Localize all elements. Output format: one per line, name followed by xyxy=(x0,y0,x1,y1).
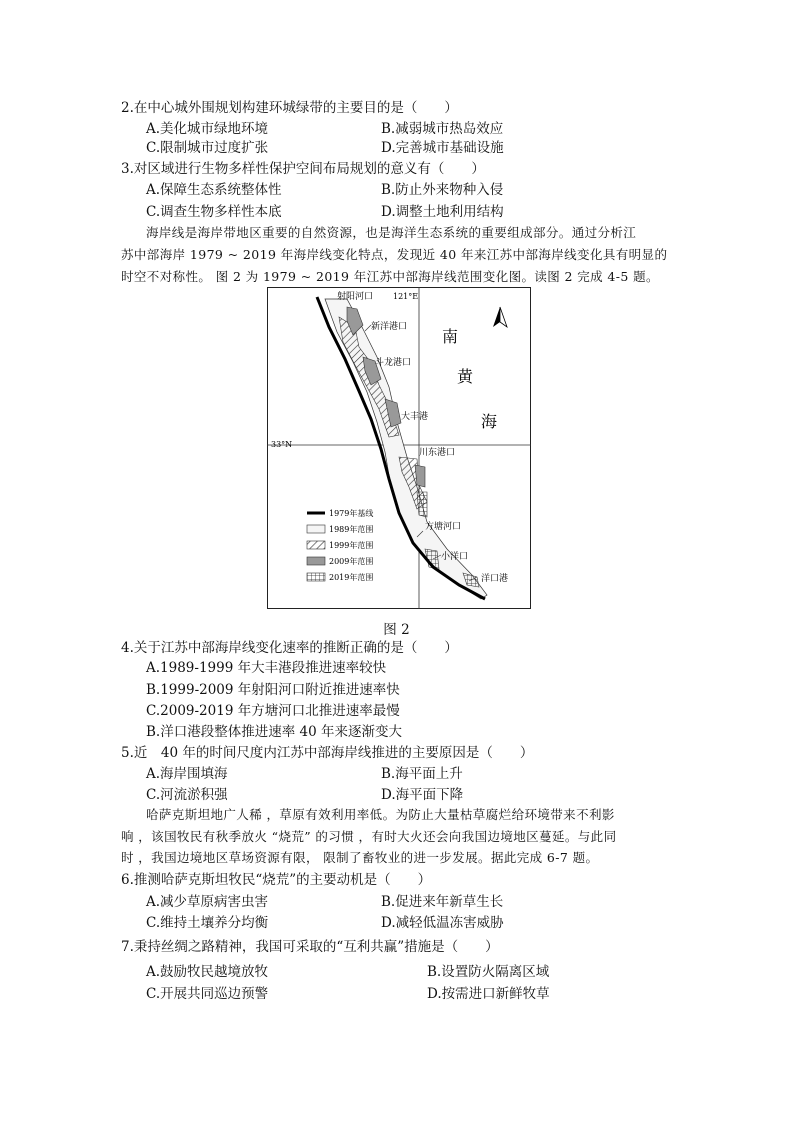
q4-option: B.洋口港段整体推进速率 40 年来逐渐变大 xyxy=(146,724,402,740)
place-label: 小洋口 xyxy=(441,552,469,562)
q2-option-a: A.美化城市绿地环境 xyxy=(146,121,269,137)
q4-option: B.1999-2009 年射阳河口附近推进速率快 xyxy=(146,682,400,698)
q7-stem: 7.秉持丝绸之路精神，我国可采取的“互利共赢”措施是（ ） xyxy=(121,939,499,955)
place-label: 洋口港 xyxy=(481,574,509,584)
q5-option-d: D.海平面下降 xyxy=(381,787,464,803)
q3-option-c: C.调查生物多样性本底 xyxy=(146,204,282,220)
place-label: 川东港口 xyxy=(419,448,456,458)
q6-option-b: B.促进来年新草生长 xyxy=(381,894,504,910)
q3-option-a: A.保障生态系统整体性 xyxy=(146,182,282,198)
q2-option-d: D.完善城市基础设施 xyxy=(381,140,504,156)
passage2-line: 哈萨克斯坦地广人稀 ，草原有效利用率低。为防止大量枯草腐烂给环境带来不利影 xyxy=(146,807,615,822)
latitude-label: 33°N xyxy=(271,440,293,449)
passage2-line: 时 ，我国边境地区草场资源有限， 限制了畜牧业的进一步发展。据此完成 6-7 题。 xyxy=(121,850,599,865)
passage1-line: 苏中部海岸 1979 ~ 2019 年海岸线变化特点，发现近 40 年来江苏中部海岸线变化具有明显的 xyxy=(121,247,668,262)
q6-option-a: A.减少草原病害虫害 xyxy=(146,894,269,910)
place-label: 方塘河口 xyxy=(425,522,462,532)
q7-option-b: B.设置防火隔离区域 xyxy=(427,964,550,980)
passage1-line: 时空不对称性。 图 2 为 1979 ~ 2019 年江苏中部海岸线范围变化图。读图 2 完成 4-5 题。 xyxy=(121,269,659,284)
place-label: 新洋港口 xyxy=(371,322,408,332)
q5-option-b: B.海平面上升 xyxy=(381,766,463,782)
passage1-line: 海岸线是海岸带地区重要的自然资源，也是海洋生态系统的重要组成部分。通过分析江 xyxy=(146,225,637,240)
q7-option-d: D.按需进口新鲜牧草 xyxy=(427,986,550,1002)
q5-option-a: A.海岸围填海 xyxy=(146,766,228,782)
coastline-change-map xyxy=(267,287,531,609)
q6-option-d: D.减轻低温冻害威胁 xyxy=(381,915,504,931)
sea-label: 南 xyxy=(442,327,459,346)
q2-option-b: B.减弱城市热岛效应 xyxy=(381,121,504,137)
passage2-line: 响 ，该国牧民有秋季放火 “烧荒” 的习惯 ，有时大火还会向我国边境地区蔓延。与此同 xyxy=(121,829,617,844)
legend-item: 1989年范围 xyxy=(329,525,374,534)
q2-stem: 2.在中心城外围规划构建环城绿带的主要目的是（ ） xyxy=(121,100,458,116)
place-label: 斗龙港口 xyxy=(375,358,412,368)
q5-option-c: C.河流淤积强 xyxy=(146,787,228,803)
place-label: 大丰港 xyxy=(401,412,429,422)
sea-label: 黄 xyxy=(457,367,474,386)
q4-option: C.2009-2019 年方塘河口北推进速率最慢 xyxy=(146,703,400,719)
legend-item: 1999年范围 xyxy=(329,541,374,550)
q6-option-c: C.维持土壤养分均衡 xyxy=(146,915,269,931)
q5-stem: 5.近 40 年的时间尺度内江苏中部海岸线推进的主要原因是（ ） xyxy=(121,745,534,761)
figure-caption: 图 2 xyxy=(383,622,410,638)
legend-item: 2009年范围 xyxy=(329,557,374,566)
q3-option-b: B.防止外来物种入侵 xyxy=(381,182,504,198)
q7-option-c: C.开展共同巡边预警 xyxy=(146,986,269,1002)
q4-stem: 4.关于江苏中部海岸线变化速率的推断正确的是（ ） xyxy=(121,640,458,656)
q7-option-a: A.鼓励牧民越境放牧 xyxy=(146,964,269,980)
place-label: 射阳河口 xyxy=(337,292,374,302)
q3-option-d: D.调整土地利用结构 xyxy=(381,204,504,220)
sea-label: 海 xyxy=(481,412,498,431)
legend-item: 1979年基线 xyxy=(329,509,374,518)
q6-stem: 6.推测哈萨克斯坦牧民“烧荒”的主要动机是（ ） xyxy=(121,872,432,888)
legend-item: 2019年范围 xyxy=(329,573,374,582)
q2-option-c: C.限制城市过度扩张 xyxy=(146,140,269,156)
q3-stem: 3.对区域进行生物多样性保护空间布局规划的意义有（ ） xyxy=(121,161,485,177)
longitude-label: 121°E xyxy=(393,292,419,301)
q4-option: A.1989-1999 年大丰港段推进速率较快 xyxy=(146,660,387,676)
